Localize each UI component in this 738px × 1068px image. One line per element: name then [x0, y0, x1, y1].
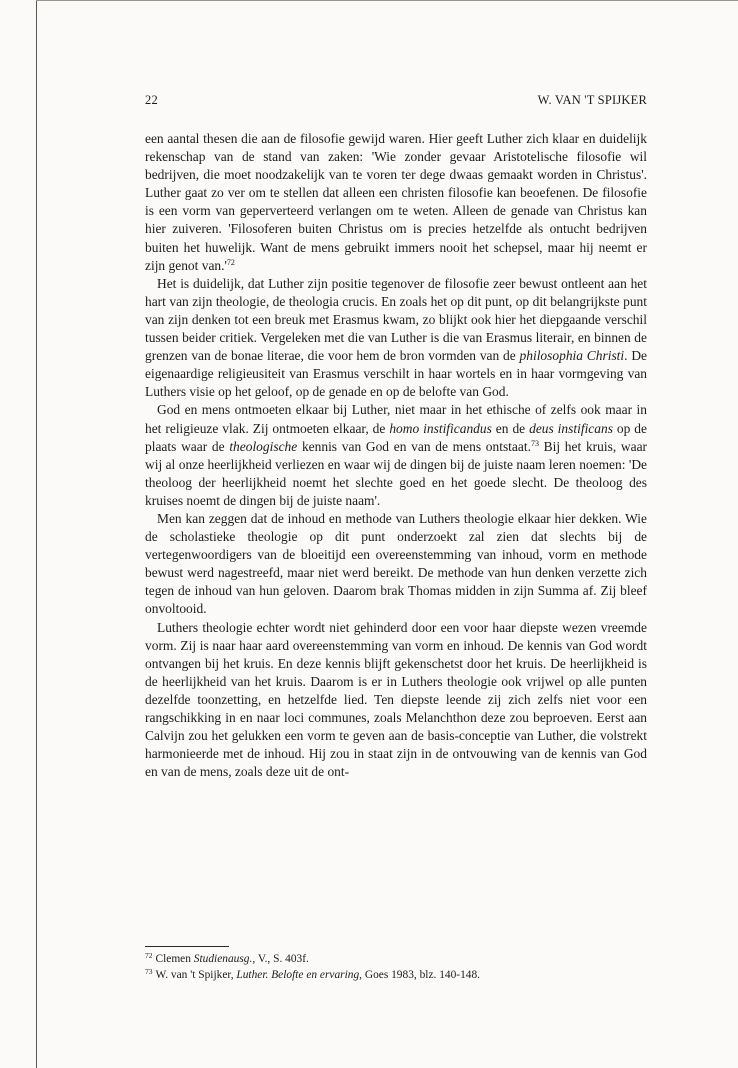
paragraph-3-text-a: God en mens ontmoeten elkaar bij Luther, niet maar in het ethische of zelfs ook maar in het religieuze vlak. Zij ontmoeten elkaar, de — [145, 402, 647, 436]
paragraph-1 — [145, 130, 647, 275]
page-edge-left — [36, 0, 37, 1068]
footnote-72 — [145, 951, 647, 967]
running-head-author: W. VAN 'T SPIJKER — [537, 93, 647, 107]
paragraph-2-text-a: Het is duidelijk, dat Luther zijn positie tegenover de filosofie zeer bewust ontleent aan het hart van zijn theologie, de theologia crucis. En zoals het op dit punt, op dit belangrijkste punt van zijn denken tot een breuk met Erasmus kwam, zo blijkt ook hier het diepgaande verschil tussen beider critiek. Vergeleken met die van Luther is die van Erasmus literair, en binnen de grenzen van de bonae literae, die voor hem de bron vormden van de — [145, 275, 647, 364]
paragraph-3-text-d: kennis van God en van de mens ontstaat. — [297, 438, 531, 454]
paragraph-3-italic-2: deus instificans — [529, 420, 613, 436]
footnote-italic-title: Studienausg. — [193, 953, 253, 965]
footnote-mark: 73 — [145, 967, 153, 976]
footnote-mark: 72 — [145, 951, 153, 960]
footnote-text-pre: Clemen — [155, 953, 194, 965]
paragraph-2-text-b: . De eigenaardige religieusiteit van Erasmus verschilt in haar wortels en in haar vormgeving van Luthers visie op het geloof, op de genade en op de belofte van God. — [145, 348, 647, 400]
footnotes — [145, 951, 647, 983]
paragraph-2-italic: philosophia Christi — [519, 348, 625, 364]
page-number: 22 — [145, 93, 158, 107]
footnote-text-pre: W. van 't Spijker, — [155, 969, 237, 981]
footnote-text-post: , Goes 1983, blz. 140-148. — [359, 969, 481, 981]
paragraph-2 — [145, 275, 647, 402]
footnote-separator — [145, 946, 229, 947]
paragraph-3-italic-3: theologische — [229, 438, 298, 454]
paragraph-5: Luthers theologie echter wordt niet gehinderd door een voor haar diepste wezen vreemde vorm. Zij is naar haar aard overeenstemming van vorm en inhoud. De kennis van God wordt ontvangen bij het kruis. En deze kennis blijft gekenschetst door het kruis. De heerlijkheid is de heerlijkheid van het kruis. Daarom is er in Luthers theologie ook vrijwel op alle punten dezelfde toonzetting, en hetzelfde lied. Ten diepste leende zij zich zelfs niet voor een rangschikking in en naar loci communes, zoals Melanchthon deze zou beproeven. Eerst aan Calvijn zou het gelukken een vorm te geven aan de basis-conceptie van Luther, die volstrekt harmonieerde met de inhoud. Hij zou in staat zijn in de ontvouwing van de kennis van God en van de mens, zoals deze uit de ont- — [145, 619, 647, 780]
paragraph-3-italic-1: homo instificandus — [389, 420, 492, 436]
footnote-italic-title: Luther. Belofte en ervaring — [236, 969, 360, 981]
footnote-text-post: , V., S. 403f. — [252, 953, 309, 965]
paragraph-1-text: een aantal thesen die aan de filosofie gewijd waren. Hier geeft Luther zich klaar en duidelijk rekenschap van de stand van zaken: 'Wie zonder gevaar Aristotelische filosofie wil bedrijven, die moet noodzakelijk van te voren ter dege dwaas gemaakt worden in Christus'. Luther gaat zo ver om te stellen dat alleen een christen filosofie kan beoefenen. De filosofie is een vorm van geperverteerd verlangen om te weten. Alleen de genade van Christus kan hier zuiveren. 'Filosoferen buiten Christus om is precies hetzelfde als ontucht bedrijven buiten het huwelijk. Want de mens gebruikt immers nooit het schepsel, maar hij neemt er zijn genot van.' — [145, 131, 647, 273]
footnote-ref-72: 72 — [226, 257, 235, 267]
paragraph-3-text-c: op de plaats waar de — [145, 420, 647, 454]
paragraph-3-text-b: en de — [491, 420, 530, 436]
footnote-ref-73: 73 — [530, 438, 539, 448]
footnote-73 — [145, 967, 647, 983]
page-edge-top — [36, 0, 738, 1]
paragraph-4: Men kan zeggen dat de inhoud en methode van Luthers theologie elkaar hier dekken. Wie de scholastieke theologie op dit punt onderzoekt zal zien dat slechts bij de vertegenwoordigers van de bloeitijd een overeenstemming van inhoud, vorm en methode bewust werd nagestreefd, maar niet werd bereikt. De methode van hun denken verzette zich tegen de inhoud van hun geloven. Daarom brak Thomas midden in zijn Summa af. Zij bleef onvoltooid. — [145, 510, 647, 617]
main-text — [145, 130, 647, 781]
paragraph-3-text-e: Bij het kruis, waar wij al onze heerlijkheid verliezen en waar wij de dingen bij de juiste naam leren noemen: 'De theoloog der heerlijkheid noemt het slechte goed en het goede slecht. De theoloog des kruises noemt de dingen bij de juiste naam'. — [145, 438, 648, 508]
paragraph-3 — [145, 401, 647, 510]
